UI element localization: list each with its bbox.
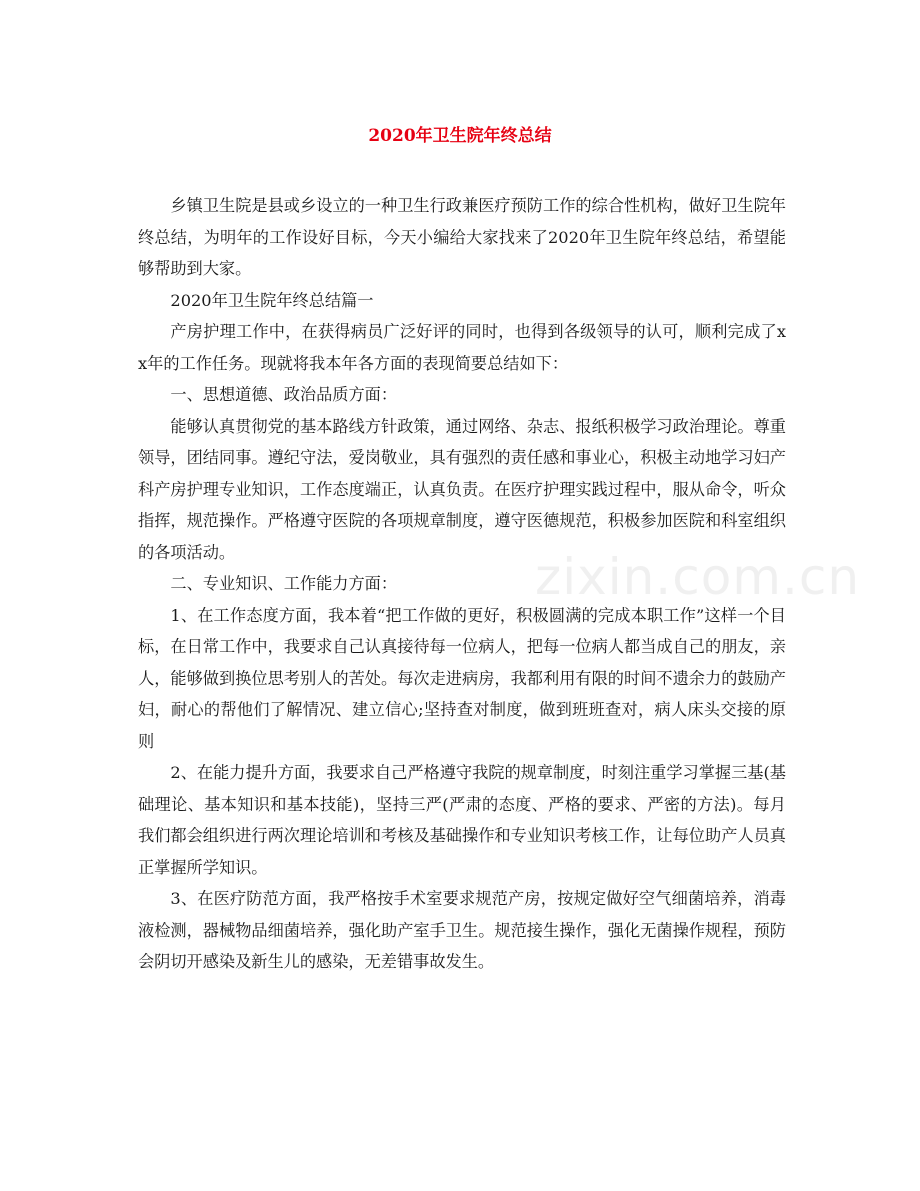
paragraph-section-heading: 2020年卫生院年终总结篇一 <box>170 290 374 310</box>
paragraph-heading-skills: 二、专业知识、工作能力方面： <box>170 574 398 593</box>
document-title: 2020年卫生院年终总结 <box>368 126 552 146</box>
paragraph-attitude: 1、在工作态度方面，我本着“把工作做的更好，积极圆满的完成本职工作”这样一个目标，在日常工作中，我要求自己认真接待每一位病人，把每一位病人都当成自己的朋友，亲人，能够做到换位思考别人的苦处。每次走进病房，我都利用有限的时间不遗余力的鼓励产妇，耐心的帮他们了解情况、建立信心;坚持查对制度，做到班班查对，病人床头交接的原则 <box>138 605 786 751</box>
paragraph-intro: 乡镇卫生院是县或乡设立的一种卫生行政兼医疗预防工作的综合性机构，做好卫生院年终总结，为明年的工作设好目标，今天小编给大家找来了2020年卫生院年终总结，希望能够帮助到大家。 <box>138 196 786 278</box>
paragraph-overview: 产房护理工作中，在获得病员广泛好评的同时，也得到各级领导的认可，顺利完成了xx年的工作任务。现就将我本年各方面的表现简要总结如下： <box>138 322 786 373</box>
paragraph-prevention: 3、在医疗防范方面，我严格按手术室要求规范产房，按规定做好空气细菌培养，消毒液检测，器械物品细菌培养，强化助产室手卫生。规范接生操作，强化无菌操作规程，预防会阴切开感染及新生儿的感染，无差错事故发生。 <box>138 889 786 971</box>
document-body <box>138 190 786 978</box>
paragraph-ethics: 能够认真贯彻党的基本路线方针政策，通过网络、杂志、报纸积极学习政治理论。尊重领导，团结同事。遵纪守法，爱岗敬业，具有强烈的责任感和事业心，积极主动地学习妇产科产房护理专业知识，工作态度端正，认真负责。在医疗护理实践过程中，服从命令，听众指挥，规范操作。严格遵守医院的各项规章制度，遵守医德规范，积极参加医院和科室组织的各项活动。 <box>138 416 786 562</box>
paragraph-ability: 2、在能力提升方面，我要求自己严格遵守我院的规章制度，时刻注重学习掌握三基(基础理论、基本知识和基本技能)，坚持三严(严肃的态度、严格的要求、严密的方法)。每月我们都会组织进行两次理论培训和考核及基础操作和专业知识考核工作，让每位助产人员真正掌握所学知识。 <box>138 763 786 877</box>
paragraph-heading-ethics: 一、思想道德、政治品质方面： <box>170 385 398 404</box>
watermark: zixin.com.cn <box>535 548 861 606</box>
